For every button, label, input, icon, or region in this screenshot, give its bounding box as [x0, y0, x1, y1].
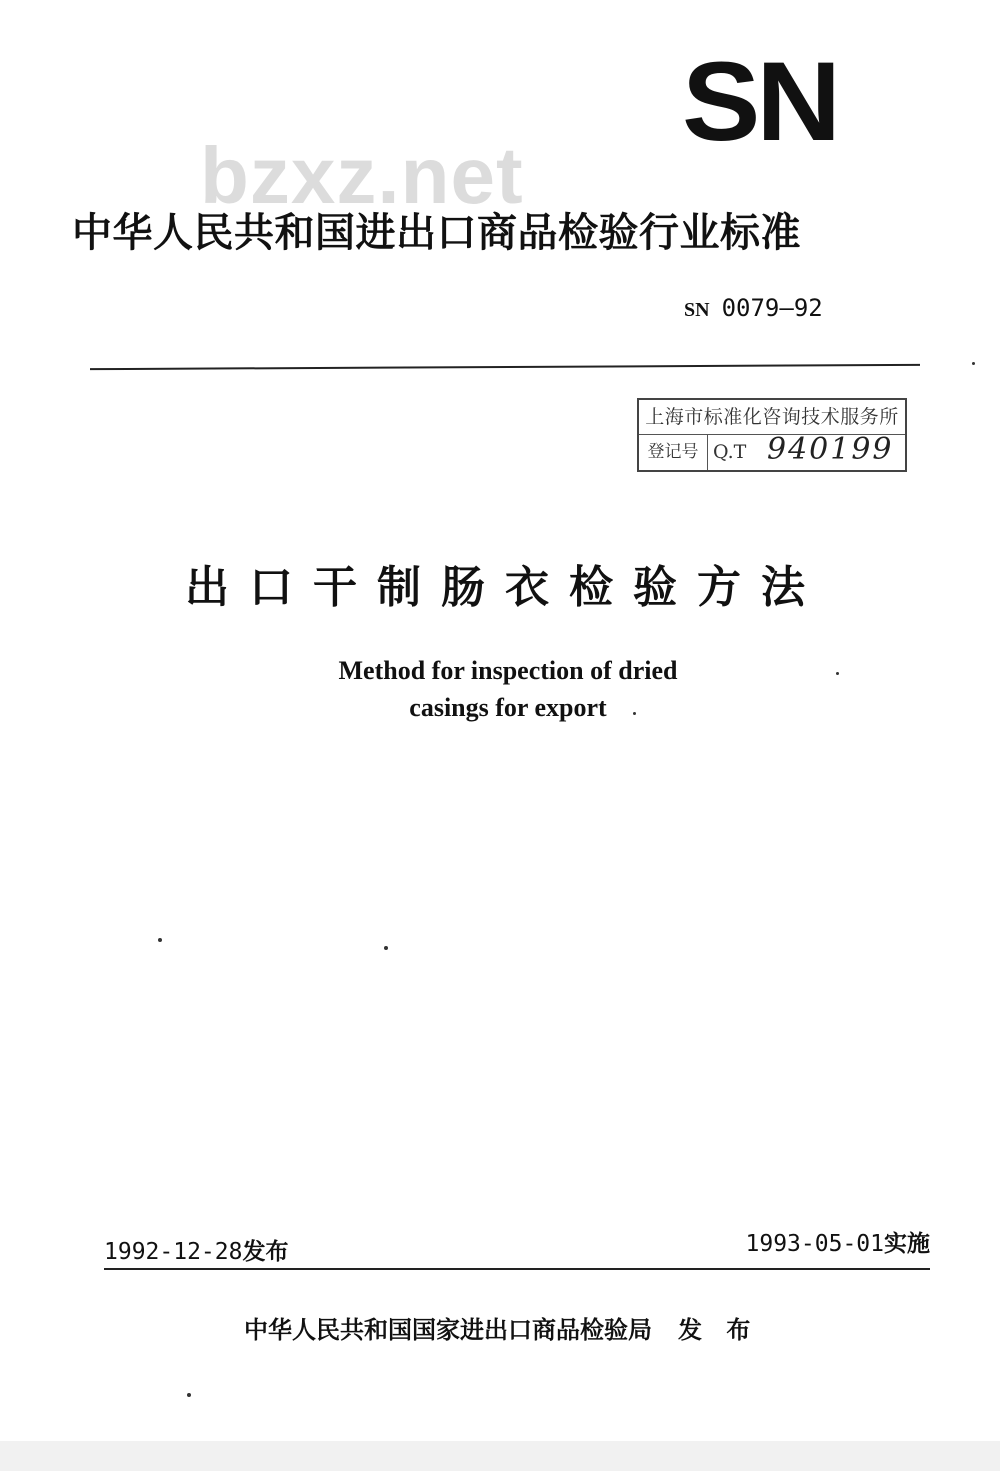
scan-speck: [972, 362, 975, 365]
title-english-line-1: Method for inspection of dried: [338, 656, 678, 685]
standard-code: [684, 292, 823, 326]
publisher-action: 发 布: [678, 1316, 759, 1344]
scan-bottom-edge: [0, 1441, 1000, 1471]
implementation-date: 1993-05-01: [745, 1231, 884, 1257]
standard-category-title: 中华人民共和国进出口商品检验行业标准: [72, 210, 801, 256]
implementation-label: 实施: [884, 1231, 930, 1257]
scan-speck: [836, 672, 839, 675]
publisher-name: 中华人民共和国国家进出口商品检验局: [244, 1316, 652, 1344]
scan-speck: [187, 1393, 191, 1397]
date-row: [104, 1228, 930, 1270]
stamp-institution: 上海市标准化咨询技术服务所: [639, 400, 905, 435]
publisher-line: [244, 1310, 844, 1350]
issue-date-block: [104, 1236, 288, 1268]
issue-label: 发布: [242, 1239, 289, 1265]
standard-code-prefix: SN: [684, 299, 710, 321]
stamp-label: 登记号: [639, 435, 708, 470]
registration-stamp: [637, 398, 907, 472]
document-title-english: [0, 652, 1000, 726]
scan-speck: [384, 946, 388, 950]
standard-code-number: 0079—92: [721, 294, 823, 322]
title-english-line-2: casings for export: [409, 693, 607, 722]
scan-speck: [158, 938, 162, 942]
watermark: bzxz.net: [200, 131, 524, 220]
scan-speck: [633, 712, 636, 715]
document-title-chinese: 出口干制肠衣检验方法: [185, 562, 825, 613]
issue-date: 1992-12-28: [104, 1239, 243, 1265]
stamp-prefix: Q.T: [713, 441, 747, 463]
implementation-date-block: [746, 1228, 930, 1260]
stamp-handwritten-number: 940199: [767, 432, 894, 467]
header-divider: [90, 364, 920, 370]
sn-logo: SN: [682, 39, 837, 164]
